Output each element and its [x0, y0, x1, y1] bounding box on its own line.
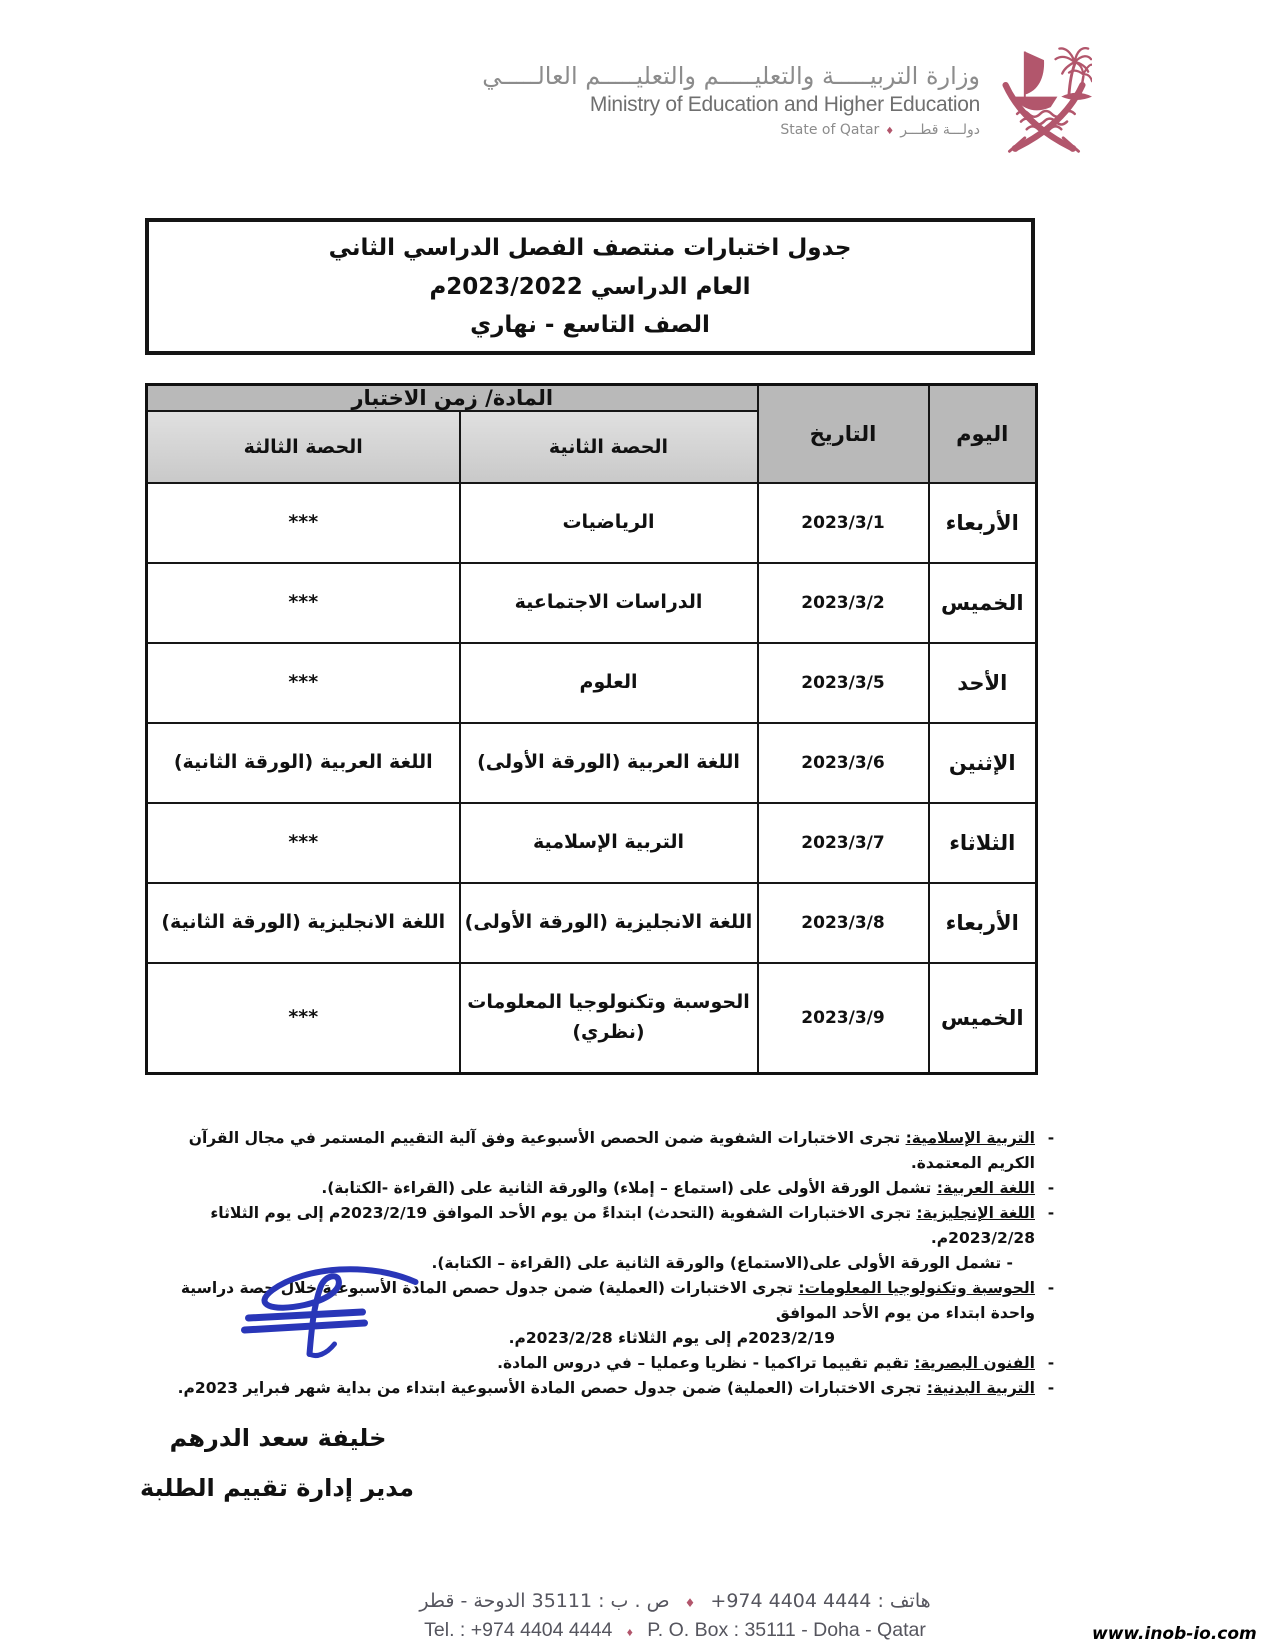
page-footer-contact: [330, 1590, 1020, 1642]
date-cell: 2023/3/2: [758, 563, 929, 643]
table-row: [147, 803, 1037, 883]
period3-subject-cell: ***: [147, 563, 460, 643]
footnote-dash-bullet: -: [1047, 1379, 1055, 1397]
day-cell: الأربعاء: [929, 883, 1037, 963]
ministry-name-arabic: وزارة التربيـــــة والتعليـــــم والتعليـــــم العالـــــي: [482, 61, 980, 90]
date-cell: 2023/3/1: [758, 483, 929, 563]
period2-subject-cell: الرياضيات: [460, 483, 758, 563]
day-cell: الإثنين: [929, 723, 1037, 803]
day-cell: الأحد: [929, 643, 1037, 723]
period2-subject-cell: الحوسبة وتكنولوجيا المعلومات (نظري): [460, 963, 758, 1073]
table-row: [147, 643, 1037, 723]
signer-job-title: مدير إدارة تقييم الطلبة: [140, 1474, 414, 1502]
footnote-text: اللغة الإنجليزية: تجرى الاختبارات الشفوية (التحدث) ابتداءً من يوم الأحد الموافق 2023/2/19م إلى يوم الثلاثاء 2023/2/28م.: [210, 1204, 1035, 1247]
state-name-arabic: دولـــة قطـــر: [900, 121, 980, 138]
qatar-emblem-icon: [996, 38, 1092, 160]
period3-subject-cell: ***: [147, 963, 460, 1073]
table-row: [147, 563, 1037, 643]
pobox-en: P. O. Box : 35111 - Doha - Qatar: [647, 1619, 926, 1641]
handwritten-signature: [208, 1260, 433, 1360]
ministry-letterhead: [482, 38, 1092, 160]
day-cell: الخميس: [929, 563, 1037, 643]
phone-label-ar: هاتف :: [877, 1590, 931, 1612]
footnote-text: التربية البدنية: تجرى الاختبارات (العملية) ضمن جدول حصص المادة الأسبوعية ابتداء من بداية شهر فبراير 2023م.: [177, 1379, 1035, 1397]
period2-subject-cell: الدراسات الاجتماعية: [460, 563, 758, 643]
footnote-line: [145, 1126, 1055, 1176]
footnote-text: الحوسبة وتكنولوجيا المعلومات: تجرى الاختبارات (العملية) ضمن جدول حصص المادة الأسبوعية خلال حصة دراسية واحدة ابتداء من يوم الأحد الموافق: [180, 1279, 1035, 1322]
column-header-period3: الحصة الثالثة: [147, 411, 460, 483]
footnote-dash-bullet: -: [1047, 1354, 1055, 1372]
column-header-period2: الحصة الثانية: [460, 411, 758, 483]
date-cell: 2023/3/7: [758, 803, 929, 883]
period3-subject-cell: ***: [147, 803, 460, 883]
state-of-qatar-line: [562, 122, 980, 138]
phone-number: +974 4404 4444: [710, 1590, 872, 1612]
table-row: [147, 883, 1037, 963]
footer-contact-english: [330, 1619, 1020, 1642]
period3-subject-cell: اللغة العربية (الورقة الثانية): [147, 723, 460, 803]
footnote-dash-bullet: -: [1047, 1204, 1055, 1222]
tel-en: Tel. : +974 4404 4444: [424, 1619, 613, 1641]
period2-subject-cell: اللغة العربية (الورقة الأولى): [460, 723, 758, 803]
table-row: [147, 963, 1037, 1073]
day-cell: الأربعاء: [929, 483, 1037, 563]
schedule-title-line3: الصف التاسع - نهاري: [470, 312, 710, 339]
footnote-line: [145, 1376, 1055, 1401]
table-header: [147, 385, 1037, 484]
column-header-date: التاريخ: [758, 385, 929, 484]
exam-schedule-title-box: [145, 218, 1035, 355]
footnote-dash-bullet: -: [1047, 1129, 1055, 1147]
footnote-line: [145, 1176, 1055, 1201]
period2-subject-cell: اللغة الانجليزية (الورقة الأولى): [460, 883, 758, 963]
diamond-separator-icon: ♦: [684, 1596, 696, 1610]
footnote-dash-bullet: -: [1047, 1179, 1055, 1197]
period3-subject-cell: اللغة الانجليزية (الورقة الثانية): [147, 883, 460, 963]
state-name-english: State of Qatar: [780, 121, 880, 138]
pobox-ar: ص . ب : 35111 الدوحة - قطر: [419, 1590, 670, 1612]
diamond-separator-icon: ♦: [885, 125, 895, 137]
footnote-text: 2023/2/19م إلى يوم الثلاثاء 2023/2/28م.: [508, 1329, 835, 1347]
footnote-text: الفنون البصرية: تقيم تقييما تراكميا - نظريا وعمليا – في دروس المادة.: [497, 1354, 1035, 1372]
table-body: [147, 483, 1037, 1073]
signer-name: خليفة سعد الدرهم: [169, 1424, 387, 1452]
period2-subject-cell: العلوم: [460, 643, 758, 723]
date-cell: 2023/3/9: [758, 963, 929, 1073]
period2-subject-cell: التربية الإسلامية: [460, 803, 758, 883]
period3-subject-cell: ***: [147, 643, 460, 723]
ministry-name-block: [482, 61, 980, 138]
exam-schedule-table: [145, 383, 1038, 1075]
schedule-title-line1: جدول اختبارات منتصف الفصل الدراسي الثاني: [328, 234, 852, 261]
column-header-subject-time: المادة/ زمن الاختبار: [147, 385, 758, 412]
day-cell: الخميس: [929, 963, 1037, 1073]
day-cell: الثلاثاء: [929, 803, 1037, 883]
footnote-text: التربية الإسلامية: تجرى الاختبارات الشفوية ضمن الحصص الأسبوعية وفق آلية التقييم المستمر في مجال القرآن الكريم المعتمدة.: [188, 1129, 1035, 1172]
period3-subject-cell: ***: [147, 483, 460, 563]
schedule-title-line2: العام الدراسي 2023/2022م: [429, 273, 751, 300]
footnote-text: اللغة العربية: تشمل الورقة الأولى على (استماع – إملاء) والورقة الثانية على (القراءة -الكتابة).: [321, 1179, 1035, 1197]
table-row: [147, 483, 1037, 563]
footnote-line: [145, 1201, 1055, 1251]
column-header-day: اليوم: [929, 385, 1037, 484]
footer-contact-arabic: [330, 1590, 1020, 1612]
date-cell: 2023/3/5: [758, 643, 929, 723]
table-row: [147, 723, 1037, 803]
website-watermark: www.inob-io.com: [1092, 1624, 1257, 1644]
footnote-text: - تشمل الورقة الأولى على(الاستماع) والورقة الثانية على (القراءة – الكتابة).: [431, 1254, 1013, 1272]
date-cell: 2023/3/8: [758, 883, 929, 963]
diamond-separator-icon: ♦: [626, 1625, 633, 1639]
ministry-name-english: Ministry of Education and Higher Education: [589, 92, 980, 116]
date-cell: 2023/3/6: [758, 723, 929, 803]
footnote-dash-bullet: -: [1047, 1279, 1055, 1297]
